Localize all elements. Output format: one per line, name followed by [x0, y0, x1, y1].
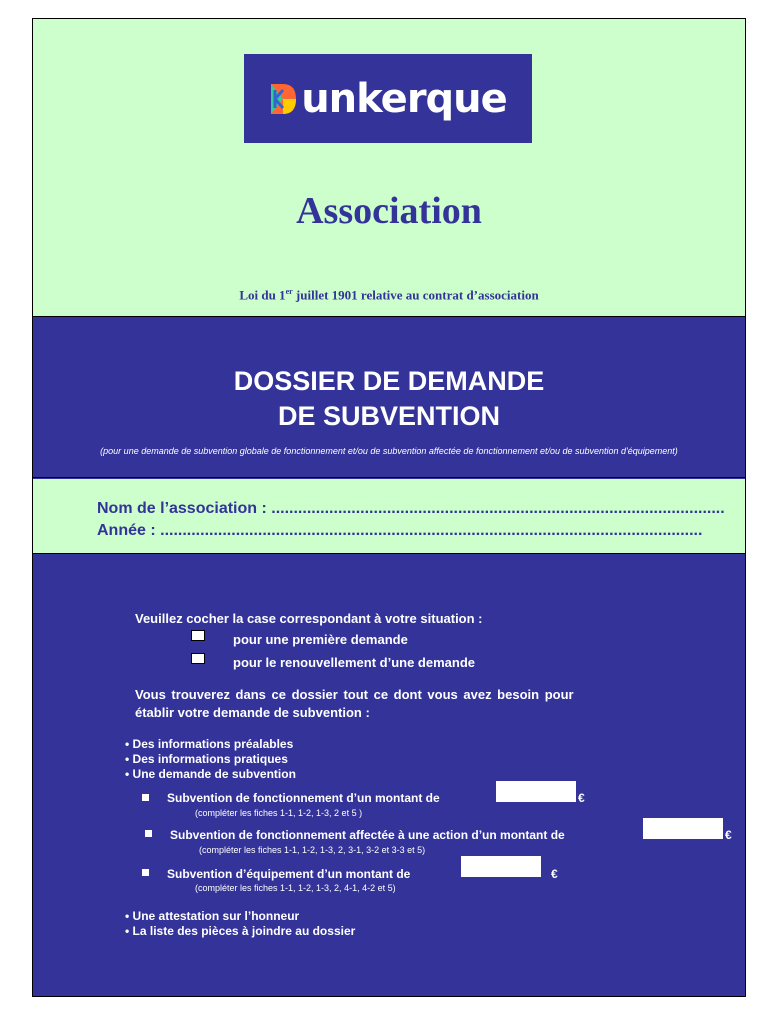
equipment-subsidy-note: (compléter les fiches 1-1, 1-2, 1-3, 2, 4-1, 4-2 et 5) — [195, 883, 396, 893]
dossier-title-line2: DE SUBVENTION — [277, 401, 501, 431]
page-title: Association — [296, 190, 482, 232]
action-subsidy-label: Subvention de fonctionnement affectée à une action d’un montant de — [170, 828, 565, 842]
renewal-label: pour le renouvellement d’une demande — [233, 655, 475, 670]
first-request-checkbox[interactable] — [191, 630, 205, 641]
year-field[interactable]: Année : .......................................................................................................................... — [97, 522, 703, 539]
action-amount-input[interactable] — [643, 818, 723, 839]
currency-symbol: € — [551, 867, 558, 881]
header-section — [33, 19, 745, 317]
law-superscript: er — [285, 287, 293, 296]
first-request-label: pour une première demande — [233, 632, 408, 647]
bullet-square-icon — [142, 869, 149, 876]
dunkerque-logo-mark-icon — [269, 82, 297, 116]
currency-symbol: € — [578, 791, 585, 805]
list-item: • Des informations préalables — [125, 737, 294, 751]
list-item: • Une attestation sur l’honneur — [125, 909, 300, 923]
dossier-title — [33, 364, 745, 434]
currency-symbol: € — [725, 828, 732, 842]
law-suffix: juillet 1901 relative au contrat d’association — [292, 287, 539, 303]
action-subsidy-note: (compléter les fiches 1-1, 1-2, 1-3, 2, 3-1, 3-2 et 3-3 et 5) — [199, 845, 426, 855]
intro-line-1: Vous trouverez dans ce dossier tout ce dont vous avez besoin pour — [135, 687, 574, 702]
equipment-subsidy-label: Subvention d’équipement d’un montant de — [167, 867, 411, 881]
logo-wordmark: unkerque — [301, 75, 507, 122]
list-item: • Des informations pratiques — [125, 752, 288, 766]
identity-section — [33, 479, 745, 554]
law-prefix: Loi du 1 — [239, 287, 286, 303]
dunkerque-logo — [244, 54, 532, 143]
law-reference — [33, 287, 745, 303]
operating-subsidy-label: Subvention de fonctionnement d’un montant de — [167, 791, 440, 805]
association-name-field[interactable]: Nom de l’association : ...................................................................................................... — [97, 500, 725, 517]
renewal-checkbox[interactable] — [191, 653, 205, 664]
bullet-square-icon — [142, 794, 149, 801]
document-page — [32, 18, 746, 997]
equipment-amount-input[interactable] — [461, 856, 541, 877]
dossier-subtitle: (pour une demande de subvention globale de fonctionnement et/ou de subvention affectée de fonctionnement et/ou de subvention d'équipement) — [100, 446, 678, 456]
dossier-title-line1: DOSSIER DE DEMANDE — [233, 366, 545, 396]
list-item: • Une demande de subvention — [125, 767, 296, 781]
bullet-square-icon — [145, 830, 152, 837]
situation-prompt: Veuillez cocher la case correspondant à votre situation : — [135, 611, 483, 626]
intro-line-2: établir votre demande de subvention : — [135, 705, 370, 720]
list-item: • La liste des pièces à joindre au dossier — [125, 924, 356, 938]
dossier-section — [33, 318, 745, 478]
operating-subsidy-note: (compléter les fiches 1-1, 1-2, 1-3, 2 et 5 ) — [195, 808, 363, 818]
operating-amount-input[interactable] — [496, 781, 576, 802]
